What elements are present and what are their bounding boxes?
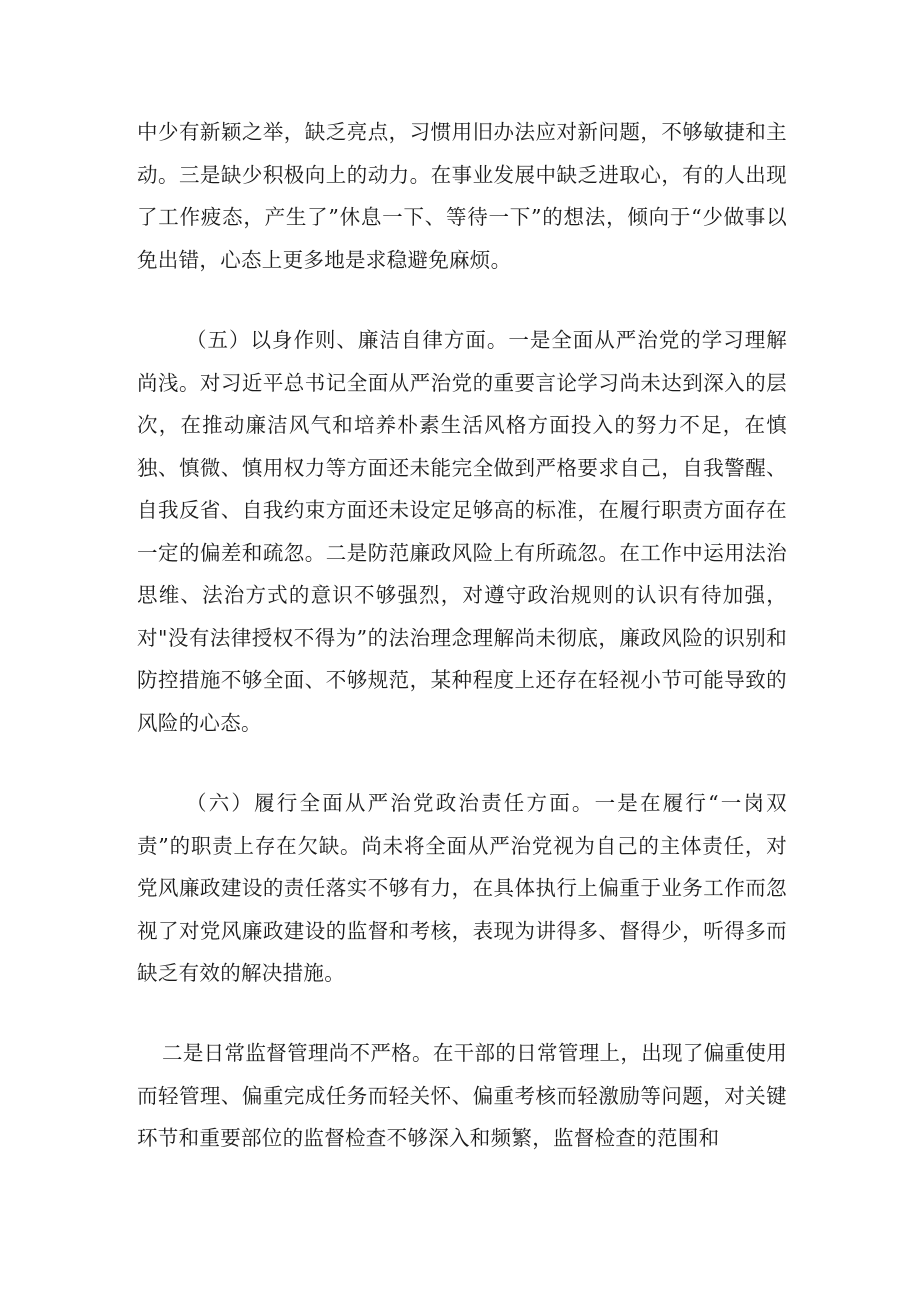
paragraph-continuation: 中少有新颖之举，缺乏亮点，习惯用旧办法应对新问题，不够敏捷和主动。三是缺少积极向上的动力。在事业发展中缺乏进取心，有的人出现了工作疲态，产生了”休息一下、等待一下”的想法，倾向于“少做事以免出错，心态上更多地是求稳避免麻烦。 <box>137 120 787 272</box>
paragraph-section-five: （五）以身作则、廉洁自律方面。一是全面从严治党的学习理解尚浅。对习近平总书记全面从严治党的重要言论学习尚未达到深入的层次，在推动廉洁风气和培养朴素生活风格方面投入的努力不足，在慎独、慎微、慎用权力等方面还未能完全做到严格要求自己，自我警醒、自我反省、自我约束方面还未设定足够高的标准，在履行职责方面存在一定的偏差和疏忽。二是防范廉政风险上有所疏忽。在工作中运用法治思维、法治方式的意识不够强烈，对遵守政治规则的认识有待加强，对"没有法律授权不得为”的法治理念理解尚未彻底，廉政风险的识别和防控措施不够全面、不够规范，某种程度上还存在轻视小节可能导致的风险的心态。 <box>137 328 787 735</box>
paragraph-daily-supervision: 二是日常监督管理尚不严格。在干部的日常管理上，出现了偏重使用而轻管理、偏重完成任务而轻关怀、偏重考核而轻激励等问题，对关键环节和重要部位的监督检查不够深入和频繁，监督检查的范围和 <box>137 1041 787 1150</box>
paragraph-section-six: （六）履行全面从严治党政治责任方面。一是在履行“一岗双责”的职责上存在欠缺。尚未将全面从严治党视为自己的主体责任，对党风廉政建设的责任落实不够有力，在具体执行上偏重于业务工作而忽视了对党风廉政建设的监督和考核，表现为讲得多、督得少，听得多而缺乏有效的解决措施。 <box>137 791 787 985</box>
